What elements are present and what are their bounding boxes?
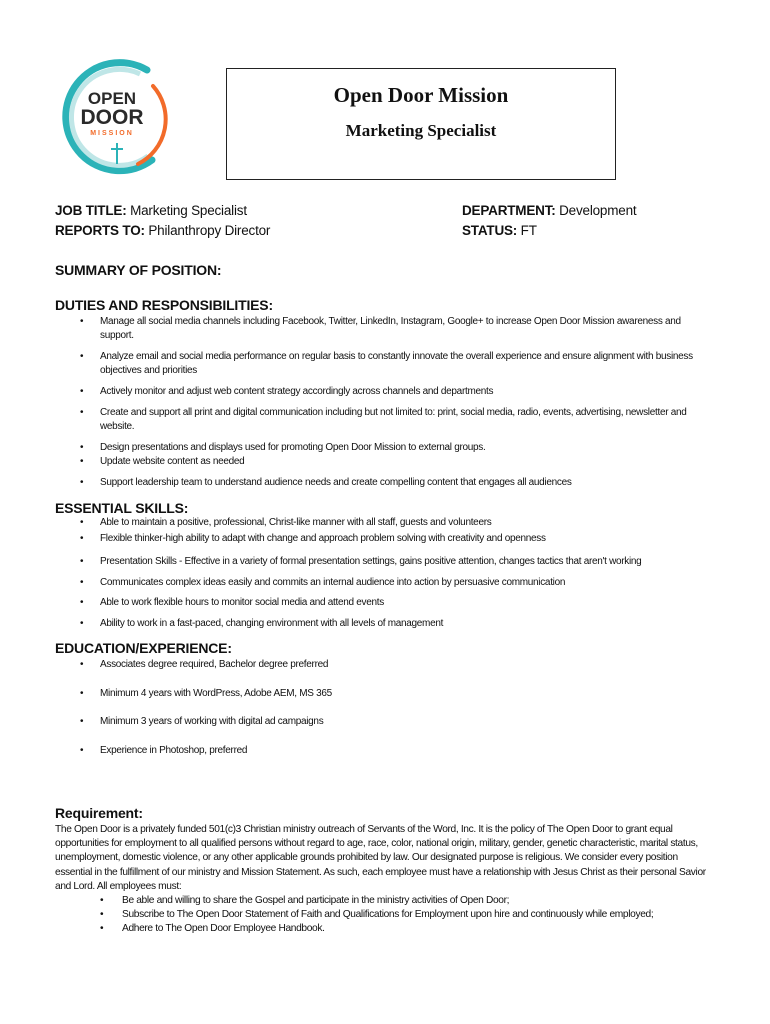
item-text: Flexible thinker-high ability to adapt with change and approach problem solving with creativity and openness — [100, 533, 546, 544]
skills-heading: ESSENTIAL SKILLS: — [55, 500, 189, 516]
bullet-icon: • — [80, 477, 84, 488]
item-text: Communicates complex ideas easily and commits an internal audience into action by persuasive communication — [100, 577, 566, 588]
bullet-icon: • — [80, 597, 84, 608]
item-text: Ability to work in a fast-paced, changing environment with all levels of management — [100, 618, 444, 629]
bullet-icon: • — [80, 577, 84, 588]
item-text: Minimum 3 years of working with digital ad campaigns — [100, 716, 324, 727]
title-box — [226, 68, 616, 180]
bullet-icon: • — [80, 517, 84, 528]
item-text: Experience in Photoshop, preferred — [100, 745, 248, 756]
department-value: Development — [559, 203, 637, 218]
job-title-label: JOB TITLE: — [55, 203, 127, 218]
reports-to-row — [55, 223, 270, 238]
item-text: Presentation Skills - Effective in a variety of formal presentation settings, gains positive attention, changes tactics that aren't working — [100, 556, 642, 567]
item-text: Analyze email and social media performance on regular basis to constantly innovate the overall experience and ensure alignment with business objectives and priorities — [100, 351, 693, 376]
bullet-icon: • — [80, 745, 84, 756]
item-text: Create and support all print and digital communication including but not limited to: print, social media, radio, events, advertising, newsletter and website. — [100, 407, 687, 432]
reports-to-value: Philanthropy Director — [148, 223, 271, 238]
item-text: Able to maintain a positive, professional, Christ-like manner with all staff, guests and volunteers — [100, 517, 492, 528]
bullet-icon: • — [80, 688, 84, 699]
logo-text-open: OPEN — [87, 89, 137, 108]
reports-to-label: REPORTS TO: — [55, 223, 145, 238]
item-text: Associates degree required, Bachelor degree preferred — [100, 659, 329, 670]
department-label: DEPARTMENT: — [462, 203, 556, 218]
bullet-icon: • — [80, 351, 84, 362]
summary-heading: SUMMARY OF POSITION: — [55, 262, 222, 278]
item-text: Able to work flexible hours to monitor social media and attend events — [100, 597, 384, 608]
bullet-icon: • — [80, 556, 84, 567]
item-text: Support leadership team to understand audience needs and create compelling content that engages all audiences — [100, 477, 572, 488]
open-door-mission-logo — [52, 56, 172, 181]
item-text: Design presentations and displays used for promoting Open Door Mission to external groups. — [100, 442, 486, 453]
bullet-icon: • — [100, 923, 104, 934]
item-text: Be able and willing to share the Gospel and participate in the ministry activities of Open Door; — [122, 895, 510, 906]
bullet-icon: • — [100, 909, 104, 920]
duties-heading: DUTIES AND RESPONSIBILITIES: — [55, 297, 273, 313]
requirement-heading: Requirement: — [55, 805, 143, 821]
status-value: FT — [520, 223, 537, 238]
bullet-icon: • — [80, 618, 84, 629]
bullet-icon: • — [80, 407, 84, 418]
item-text: Update website content as needed — [100, 456, 245, 467]
bullet-icon: • — [80, 456, 84, 467]
job-title-value: Marketing Specialist — [130, 203, 247, 218]
position-title: Marketing Specialist — [345, 121, 497, 140]
status-row — [462, 223, 537, 238]
item-text: Actively monitor and adjust web content strategy accordingly across channels and departments — [100, 386, 494, 397]
logo-text-door: DOOR — [80, 106, 144, 129]
education-heading: EDUCATION/EXPERIENCE: — [55, 640, 232, 656]
item-text: Adhere to The Open Door Employee Handbook. — [122, 923, 325, 934]
bullet-icon: • — [100, 895, 104, 906]
department-row — [462, 203, 636, 218]
bullet-icon: • — [80, 442, 84, 453]
item-text: Minimum 4 years with WordPress, Adobe AEM, MS 365 — [100, 688, 332, 699]
bullet-icon: • — [80, 716, 84, 727]
bullet-icon: • — [80, 659, 84, 670]
job-title-row — [55, 203, 247, 218]
status-label: STATUS: — [462, 223, 518, 238]
item-text: Subscribe to The Open Door Statement of Faith and Qualifications for Employment upon hire and continuously while employed; — [122, 909, 654, 920]
org-title: Open Door Mission — [333, 83, 509, 107]
requirement-paragraph: The Open Door is a privately funded 501(c)3 Christian ministry outreach of Servants of the Word, Inc. It is the policy of The Open Door to grant equal opportunities for employment to all qualified persons without regard to age, race, color, national origin, military, gender, genetic characteristic, marital status, unemployment, domestic violence, or any other applicable grounds prohibited by law. Our designated purpose is religious. We consider every position essential in the fulfillment of our ministry and Mission Statement. As such, each employee must have a relationship with Jesus Christ as their personal Savior and Lord. All employees must: — [55, 824, 706, 892]
logo-text-mission: MISSION — [90, 130, 134, 137]
bullet-icon: • — [80, 533, 84, 544]
item-text: Manage all social media channels including Facebook, Twitter, LinkedIn, Instagram, Google+ to increase Open Door Mission awareness and support. — [100, 316, 681, 341]
bullet-icon: • — [80, 316, 84, 327]
bullet-icon: • — [80, 386, 84, 397]
